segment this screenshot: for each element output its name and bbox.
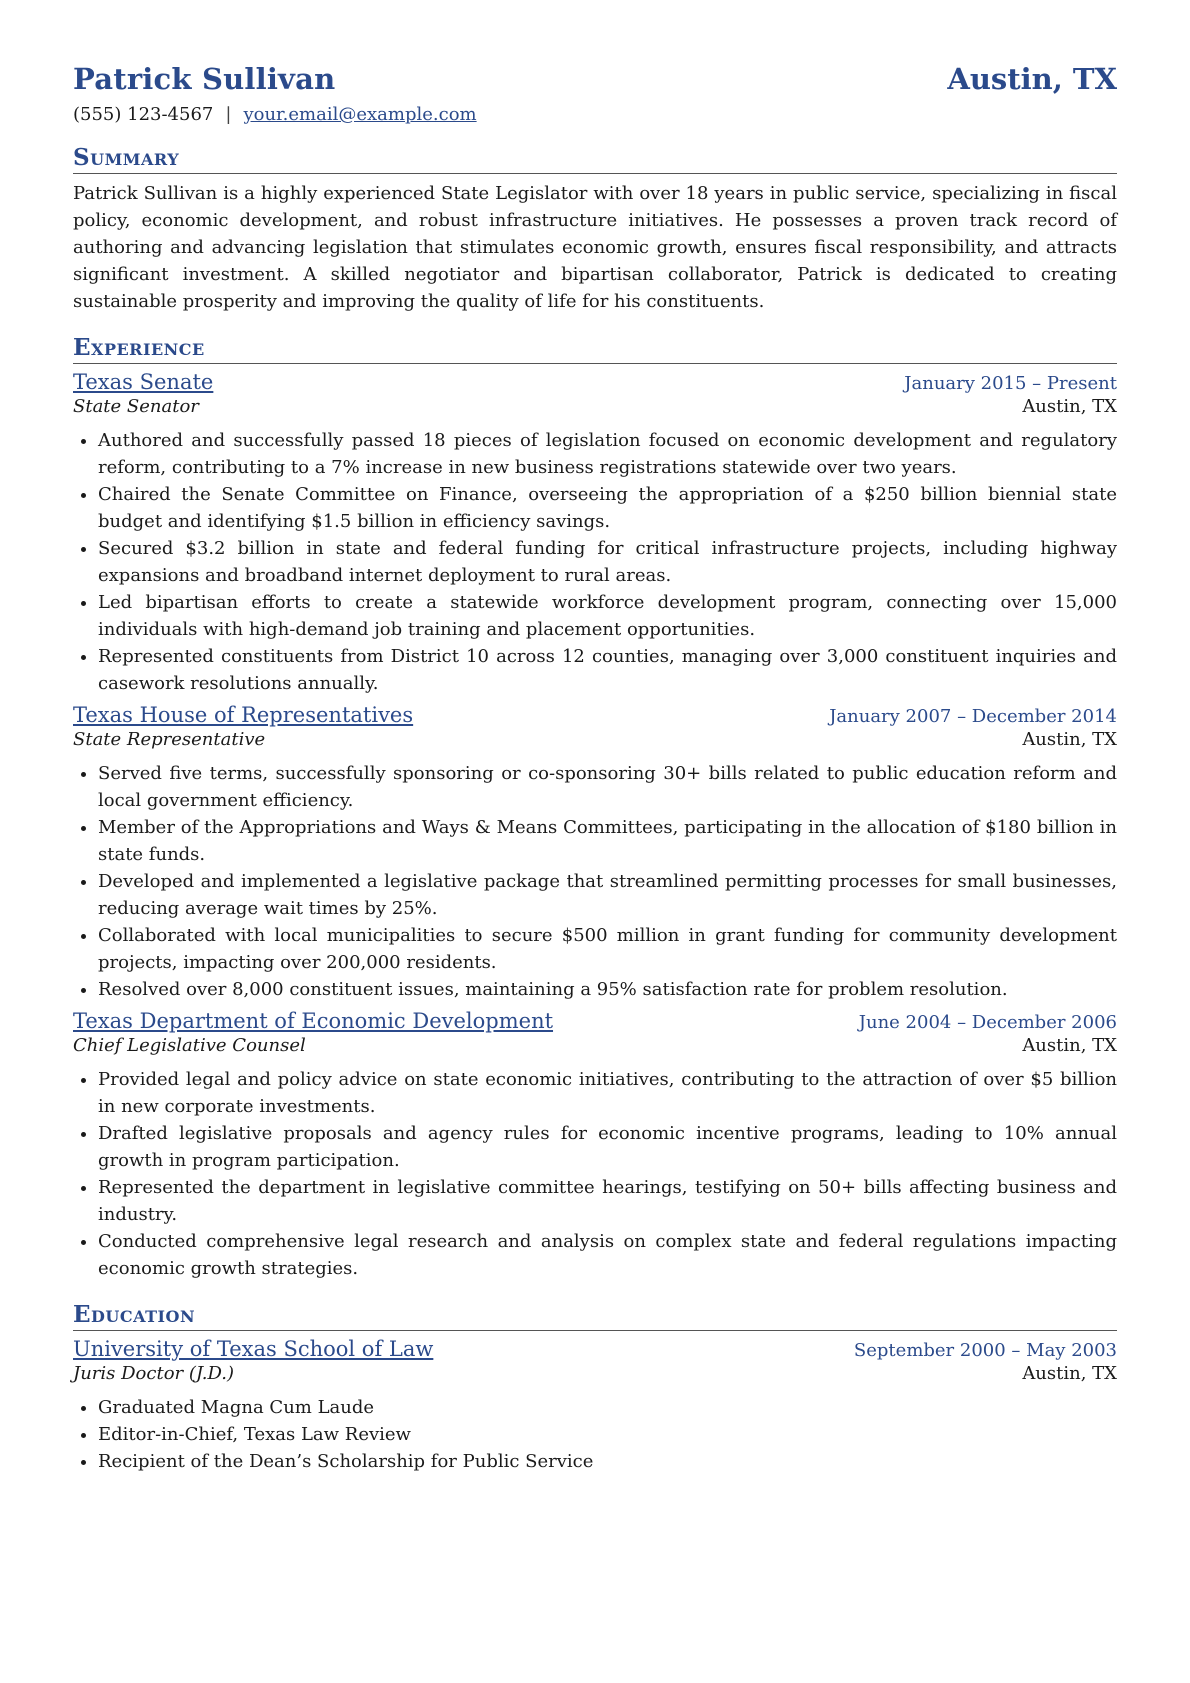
achievement-item: • Resolved over 8,000 constituent issues, maintaining a 95% satisfaction rate for problem resolution.: [98, 976, 1117, 1003]
achievement-list: [73, 760, 1117, 1003]
contact-separator: |: [225, 104, 232, 125]
experience-entry: [73, 1009, 1117, 1282]
summary-text: Patrick Sullivan is a highly experienced State Legislator with over 18 years in public service, specializing in fiscal policy, economic development, and robust infrastructure initiatives. He possesses a proven track record of authoring and advancing legislation that stimulates economic growth, ensures fiscal responsibility, and attracts significant investment. A skilled negotiator and bipartisan collaborator, Patrick is dedicated to creating sustainable prosperity and improving the quality of life for his constituents.: [73, 183, 1117, 312]
phone-number: (555) 123-4567: [73, 104, 214, 125]
achievement-list: [73, 427, 1117, 697]
honor-item: • Editor-in-Chief, Texas Law Review: [98, 1421, 1117, 1448]
achievement-item: • Represented the department in legislative committee hearings, testifying on 50+ bills affecting business and industry.: [98, 1174, 1117, 1228]
candidate-location: Austin, TX: [947, 62, 1117, 96]
achievement-item: • Authored and successfully passed 18 pieces of legislation focused on economic development and regulatory reform, contributing to a 7% increase in new business registrations statewide over two years.: [98, 427, 1117, 481]
employment-dates: January 2007 – December 2014: [829, 706, 1117, 727]
header: [73, 62, 1117, 96]
honors-list: [73, 1394, 1117, 1475]
job-location: Austin, TX: [1022, 396, 1117, 417]
job-location: Austin, TX: [1022, 1035, 1117, 1056]
school-link[interactable]: University of Texas School of Law: [73, 1337, 434, 1361]
achievement-item: • Chaired the Senate Committee on Finance, overseeing the appropriation of a $250 billion biennial state budget and identifying $1.5 billion in efficiency savings.: [98, 481, 1117, 535]
employer-link[interactable]: Texas Department of Economic Development: [73, 1009, 554, 1033]
section-title-education: Education: [73, 1302, 1117, 1331]
achievement-item: • Served five terms, successfully sponsoring or co-sponsoring 30+ bills related to public education reform and local government efficiency.: [98, 760, 1117, 814]
achievement-item: • Collaborated with local municipalities to secure $500 million in grant funding for community development projects, impacting over 200,000 residents.: [98, 922, 1117, 976]
section-title-experience: Experience: [73, 335, 1117, 364]
achievement-item: • Conducted comprehensive legal research and analysis on complex state and federal regulations impacting economic growth strategies.: [98, 1228, 1117, 1282]
section-title-summary: Summary: [73, 145, 1117, 174]
employment-dates: June 2004 – December 2006: [858, 1012, 1117, 1033]
achievement-list: [73, 1066, 1117, 1282]
job-location: Austin, TX: [1022, 729, 1117, 750]
achievement-item: • Drafted legislative proposals and agency rules for economic incentive programs, leading to 10% annual growth in program participation.: [98, 1120, 1117, 1174]
achievement-item: • Developed and implemented a legislative package that streamlined permitting processes for small businesses, reducing average wait times by 25%.: [98, 868, 1117, 922]
honor-item: • Graduated Magna Cum Laude: [98, 1394, 1117, 1421]
email-link[interactable]: your.email@example.com: [243, 104, 477, 125]
employment-dates: January 2015 – Present: [904, 373, 1117, 394]
experience-entry: [73, 370, 1117, 697]
job-title: Chief Legislative Counsel: [73, 1035, 306, 1056]
experience-entry: [73, 703, 1117, 1003]
job-title: State Representative: [73, 729, 266, 750]
employer-link[interactable]: Texas Senate: [73, 370, 214, 394]
honor-item: • Recipient of the Dean’s Scholarship for Public Service: [98, 1448, 1117, 1475]
achievement-item: • Provided legal and policy advice on state economic initiatives, contributing to the attraction of over $5 billion in new corporate investments.: [98, 1066, 1117, 1120]
job-title: State Senator: [73, 396, 199, 417]
achievement-item: • Led bipartisan efforts to create a statewide workforce development program, connecting over 15,000 individuals with high-demand job training and placement opportunities.: [98, 589, 1117, 643]
school-location: Austin, TX: [1022, 1363, 1117, 1384]
degree-title: Juris Doctor (J.D.): [73, 1363, 234, 1384]
employer-link[interactable]: Texas House of Representatives: [73, 703, 414, 727]
candidate-name: Patrick Sullivan: [73, 62, 336, 96]
achievement-item: • Member of the Appropriations and Ways & Means Committees, participating in the allocation of $180 billion in state funds.: [98, 814, 1117, 868]
education-entry: [73, 1337, 1117, 1475]
achievement-item: • Secured $3.2 billion in state and federal funding for critical infrastructure projects, including highway expansions and broadband internet deployment to rural areas.: [98, 535, 1117, 589]
contact-line: [73, 104, 1117, 125]
achievement-item: • Represented constituents from District 10 across 12 counties, managing over 3,000 constituent inquiries and casework resolutions annually.: [98, 643, 1117, 697]
education-dates: September 2000 – May 2003: [853, 1340, 1117, 1361]
